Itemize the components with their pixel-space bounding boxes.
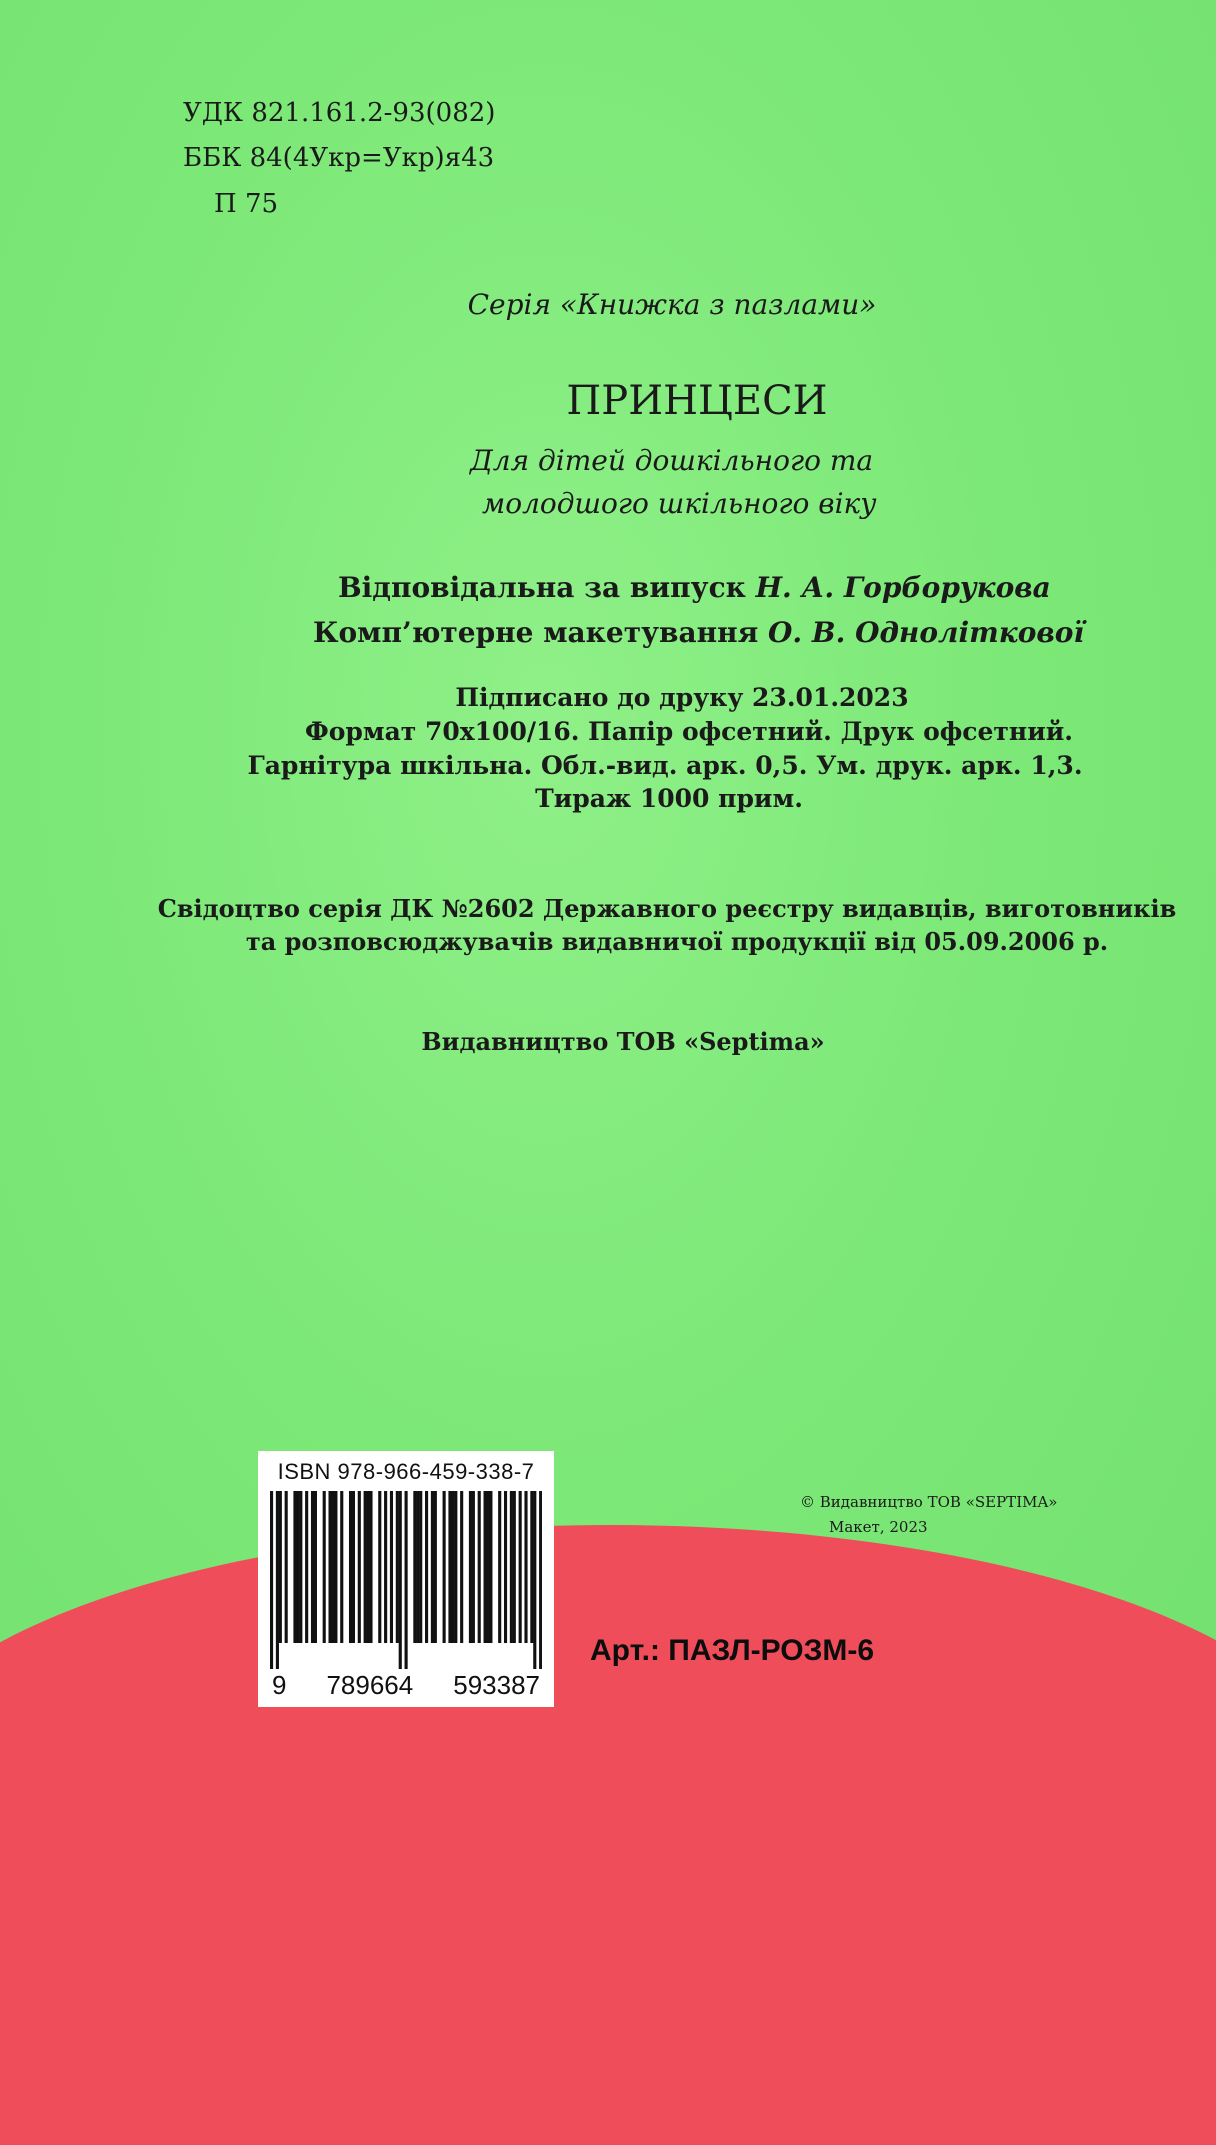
certificate-line-1: Свідоцтво серія ДК №2602 Державного реєстру видавців, виготовників (157, 894, 1177, 923)
barcode-bar (413, 1491, 416, 1643)
barcode-bar (460, 1491, 463, 1643)
signed-to-print: Підписано до друку 23.01.2023 (455, 683, 909, 712)
barcode-bar (504, 1491, 507, 1643)
typeface-info: Гарнітура шкільна. Обл.-вид. арк. 0,5. Ум. друк. арк. 1,3. (247, 751, 1083, 780)
barcode-bar (405, 1491, 408, 1669)
barcode-bar (524, 1491, 527, 1643)
barcode-bar (486, 1491, 489, 1643)
print-format: Формат 70x100/16. Папір офсетний. Друк офсетний. (304, 717, 1073, 746)
barcode-bar (314, 1491, 317, 1643)
print-run: Тираж 1000 прим. (535, 784, 803, 813)
barcode-bar (434, 1491, 437, 1643)
barcode-bar (296, 1491, 299, 1643)
barcode-bar (364, 1491, 367, 1643)
layout-designer: Комп’ютерне макетування О. В. Одноліткової (313, 616, 1085, 649)
barcode-bar (519, 1491, 522, 1643)
barcode-bar (443, 1491, 446, 1643)
barcode-bar (299, 1491, 302, 1643)
barcode-bar (331, 1491, 334, 1643)
barcode-bars (270, 1491, 542, 1669)
barcode-digit-group: 9 (272, 1670, 287, 1700)
bbk-code: ББК 84(4Укр=Укр)я43 (183, 143, 495, 173)
publisher-name: Видавництво ТОВ «Septima» (421, 1027, 825, 1056)
audience-line-2: молодшого шкільного віку (482, 487, 877, 520)
barcode-bar (328, 1491, 331, 1643)
barcode-bar (478, 1491, 481, 1643)
barcode-digits (270, 1670, 542, 1701)
barcode-bar (334, 1491, 337, 1643)
barcode-bar (390, 1491, 393, 1643)
barcode-bar (539, 1491, 542, 1669)
barcode-bar (323, 1491, 326, 1643)
barcode-bar (270, 1491, 273, 1669)
barcode-bar (489, 1491, 492, 1643)
barcode-bar (419, 1491, 422, 1643)
barcode-bar (358, 1491, 361, 1643)
isbn-barcode (258, 1451, 554, 1707)
barcode-bar (498, 1491, 501, 1643)
author-mark: П 75 (214, 189, 279, 219)
barcode-bar (384, 1491, 387, 1643)
barcode-bar (472, 1491, 475, 1643)
barcode-bar (448, 1491, 451, 1643)
barcode-bar (533, 1491, 536, 1669)
audience-line-1: Для дітей дошкільного та (470, 444, 874, 477)
barcode-digit-group: 789664 (326, 1670, 414, 1700)
barcode-bar (396, 1491, 399, 1643)
barcode-bar (305, 1491, 308, 1643)
barcode-bar (378, 1491, 381, 1643)
copyright-line: © Видавництво ТОВ «SEPTIMA» (800, 1493, 1058, 1511)
red-decorative-band (0, 1525, 1216, 2145)
barcode-bar (352, 1491, 355, 1643)
barcode-bar (369, 1491, 372, 1643)
barcode-bar (451, 1491, 454, 1643)
certificate-line-2: та розповсюджувачів видавничої продукції від 05.09.2006 р. (245, 927, 1109, 956)
barcode-bar (399, 1491, 402, 1669)
barcode-bar (416, 1491, 419, 1643)
barcode-bar (340, 1491, 343, 1643)
isbn-number: ISBN 978-966-459-338-7 (277, 1459, 535, 1484)
barcode-bar (276, 1491, 279, 1669)
barcode-bar (367, 1491, 370, 1643)
series-name: Серія «Книжка з пазлами» (467, 288, 877, 321)
barcode-bar (530, 1491, 533, 1643)
barcode-bar (431, 1491, 434, 1643)
barcode-bar (513, 1491, 516, 1643)
barcode-bar (293, 1491, 296, 1643)
barcode-bar (484, 1491, 487, 1643)
barcode-bar (279, 1491, 282, 1643)
barcode-bar (469, 1491, 472, 1643)
barcode-digit-group: 593387 (453, 1670, 540, 1700)
barcode-bar (510, 1491, 513, 1643)
layout-year: Макет, 2023 (829, 1518, 928, 1536)
book-title: ПРИНЦЕСИ (566, 378, 828, 424)
barcode-bar (349, 1491, 352, 1643)
article-number: Арт.: ПАЗЛ-РОЗМ-6 (590, 1634, 875, 1667)
barcode-bar (454, 1491, 457, 1643)
barcode-bar (285, 1491, 288, 1643)
udk-code: УДК 821.161.2-93(082) (183, 98, 496, 128)
responsible-editor: Відповідальна за випуск Н. А. Горборукова (338, 571, 1051, 604)
barcode-bar (425, 1491, 428, 1643)
barcode-bar (311, 1491, 314, 1643)
